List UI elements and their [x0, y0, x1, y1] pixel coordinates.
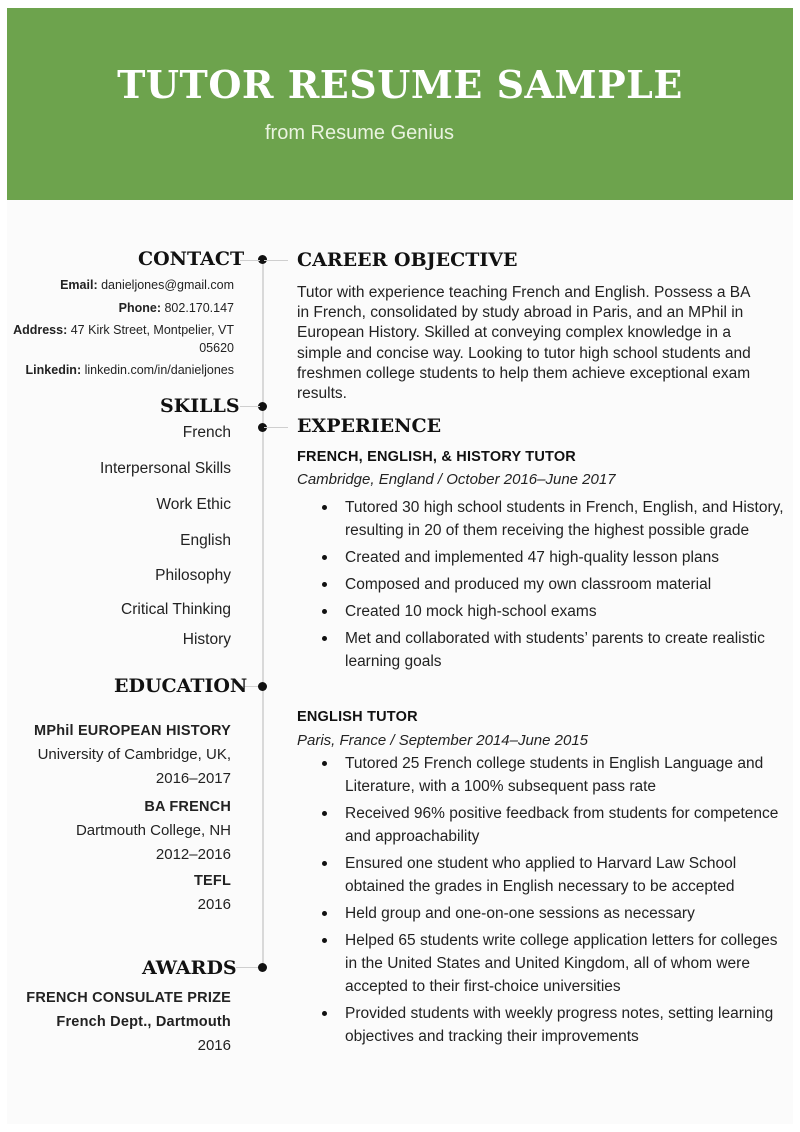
address-label: Address: [13, 323, 68, 337]
experience-heading: EXPERIENCE [297, 415, 442, 437]
list-item: Tutored 25 French college students in English Language and Literature, with a 100% subsequent pass rate [345, 752, 785, 798]
award-org: French Dept., Dartmouth [56, 1014, 231, 1030]
timeline-dot-education [258, 682, 267, 691]
skill-item: English [180, 532, 231, 549]
list-item: Received 96% positive feedback from students for competence and approachability [345, 802, 785, 848]
education-entry [34, 719, 231, 791]
education-heading: EDUCATION [114, 675, 248, 697]
education-dates: 2012–2016 [155, 846, 231, 863]
address-line1: 47 Kirk Street, Montpelier, VT [70, 323, 234, 337]
list-item: Created 10 mock high-school exams [345, 600, 785, 623]
list-item: Helped 65 students write college application letters for colleges in the United States and United Kingdom, all of whom were accepted to their first-choice universities [345, 929, 785, 998]
timeline-line [262, 258, 264, 970]
contact-linkedin [26, 363, 234, 377]
skill-item: Critical Thinking [121, 601, 231, 618]
award-name: FRENCH CONSULATE PRIZE [26, 990, 231, 1006]
skill-item: Philosophy [155, 567, 231, 584]
tick-awards [236, 967, 258, 968]
address-line2: 05620 [199, 341, 234, 355]
list-item: Created and implemented 47 high-quality lesson plans [345, 546, 785, 569]
list-item: Ensured one student who applied to Harvard Law School obtained the grades in English necessary to be accepted [345, 852, 785, 898]
linkedin-label: Linkedin: [25, 363, 82, 377]
email-value[interactable]: danieljones@gmail.com [101, 278, 234, 292]
objective-text: Tutor with experience teaching French and English. Possess a BA in French, consolidated by study abroad in Paris, and an MPhil in European History. Skilled at conveying complex knowledge in a simple and concise way. Looking to tutor high school students and freshmen college students to help them achieve exceptional exam results. [297, 284, 751, 403]
education-degree: TEFL [193, 873, 231, 889]
job-title: ENGLISH TUTOR [297, 709, 418, 725]
contact-address-2 [199, 341, 234, 355]
job-meta: Paris, France / September 2014–June 2015 [297, 732, 589, 749]
skill-item: Work Ethic [156, 496, 231, 513]
contact-address [13, 323, 234, 337]
tick-experience [264, 427, 288, 428]
education-degree: MPhil EUROPEAN HISTORY [34, 723, 231, 739]
education-degree: BA FRENCH [144, 799, 231, 815]
skill-item: French [182, 424, 231, 441]
skill-item: Interpersonal Skills [100, 460, 231, 477]
contact-email [60, 278, 234, 292]
award-year: 2016 [197, 1037, 231, 1054]
email-label: Email: [60, 278, 98, 292]
list-item: Composed and produced my own classroom material [345, 573, 785, 596]
page-title: TUTOR RESUME SAMPLE [117, 62, 683, 107]
education-school: Dartmouth College, NH [75, 822, 231, 839]
objective-heading: CAREER OBJECTIVE [297, 249, 518, 271]
list-item: Held group and one-on-one sessions as necessary [345, 902, 785, 925]
timeline-dot-awards [258, 963, 267, 972]
awards-heading: AWARDS [142, 957, 237, 979]
job-meta: Cambridge, England / October 2016–June 2017 [297, 471, 616, 488]
tick-skills [240, 406, 260, 407]
linkedin-value[interactable]: linkedin.com/in/danieljones [84, 363, 234, 377]
contact-heading: CONTACT [138, 248, 245, 270]
phone-label: Phone: [118, 301, 161, 315]
job-title: FRENCH, ENGLISH, & HISTORY TUTOR [297, 449, 576, 465]
education-school: University of Cambridge, UK, [37, 746, 231, 763]
list-item: Provided students with weekly progress notes, setting learning objectives and tracking their improvements [345, 1002, 785, 1048]
page-subtitle: from Resume Genius [265, 122, 454, 144]
contact-phone [119, 301, 234, 315]
list-item: Tutored 30 high school students in French, English, and History, resulting in 20 of them receiving the highest possible grade [345, 496, 785, 542]
education-dates: 2016 [197, 896, 231, 913]
education-dates: 2016–2017 [155, 770, 231, 787]
header-banner [7, 8, 793, 200]
job-bullets [297, 496, 785, 677]
tick-objective [264, 260, 288, 261]
skills-heading: SKILLS [160, 395, 240, 417]
job-bullets [297, 752, 785, 1052]
phone-value: 802.170.147 [164, 301, 234, 315]
award-entry [26, 986, 231, 1058]
skill-item: History [182, 631, 231, 648]
education-entry [194, 869, 231, 917]
education-entry [76, 795, 231, 867]
list-item: Met and collaborated with students’ parents to create realistic learning goals [345, 627, 785, 673]
